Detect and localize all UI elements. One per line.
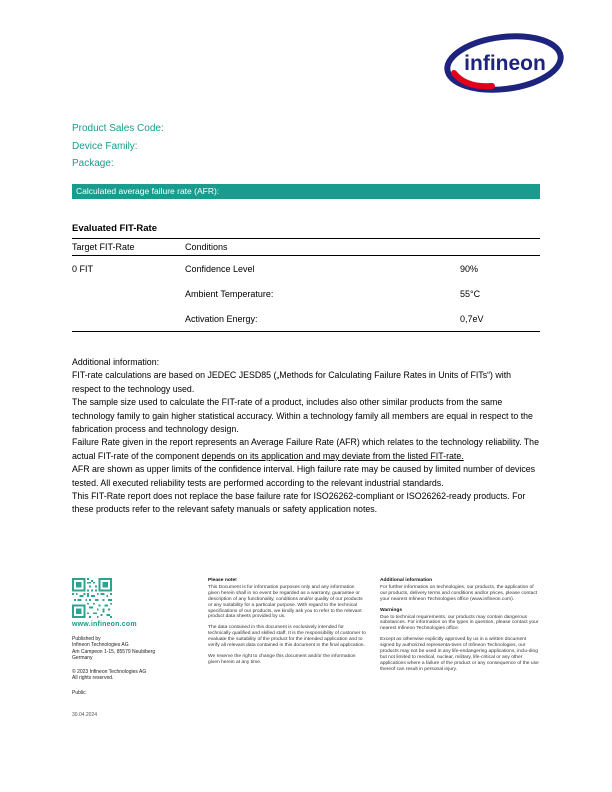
- afr-banner: Calculated average failure rate (AFR):: [72, 184, 540, 199]
- condition-value: 55°C: [460, 288, 481, 299]
- infineon-logo-icon: [440, 26, 568, 100]
- please-note-title: Please note!: [208, 578, 237, 583]
- device-family-label: Device Family:: [72, 140, 138, 152]
- classification-label: Public: [72, 690, 86, 697]
- publisher-country: Germany: [72, 654, 93, 661]
- info-paragraph-3: Failure Rate given in the report represents an Average Failure Rate (AFR) which relates to the technology reliability. The actual FIT-rate of the component depends on its application and may deviate from the listed FIT-rate.: [72, 437, 539, 461]
- please-note-paragraph: The data contained in this document is exclusively intended for technically qualified and skilled staff. It is the responsibility of customer to evaluate the suitability of the product for the intended application and to verify all relevant data contained in this document in the final application.: [208, 625, 366, 649]
- package-label: Package:: [72, 158, 114, 169]
- fit-rate-table: [72, 238, 540, 332]
- please-note-paragraph: We reserve the right to change this document and/or the information given herein at any time.: [208, 653, 356, 665]
- table-row: [72, 306, 540, 331]
- additional-info-paragraph: For further information on technologies, our products, the application of our products, delivery terms and conditions and/or prices, please contact your nearest Infineon Technologies office (www.infineon.com).: [380, 584, 538, 602]
- rights-reserved: All rights reserved.: [72, 675, 114, 682]
- product-labels: [72, 120, 164, 173]
- warnings-title: Warnings: [380, 607, 403, 613]
- fit-table-header: [72, 238, 540, 256]
- info-paragraph-2: The sample size used to calculate the FIT-rate of a product, includes also other similar products from the same technology family to gain higher statistical accuracy. Within a technology family all members are equal in respect to the fabrication process and technology design.: [72, 397, 533, 435]
- condition-label: Ambient Temperature:: [185, 288, 274, 299]
- condition-label: Confidence Level: [185, 263, 255, 274]
- info-paragraph-1: FIT-rate calculations are based on JEDEC JESD85 („Methods for Calculating Failure Rates in Units of FITs“) with respect to the technology used.: [72, 370, 512, 394]
- document-date: 30.04.2024: [72, 712, 98, 718]
- col-header-target: Target FIT-Rate: [72, 242, 135, 252]
- publisher-address: Am Campeon 1-15, 85579 Neubiberg: [72, 648, 156, 655]
- condition-value: 0,7eV: [460, 313, 484, 324]
- logo-wordmark: infineon: [464, 52, 546, 75]
- footer-please-note-block: [208, 578, 366, 671]
- please-note-paragraph: This Document is for information purposes only and any information given herein shall in no event be regarded as a warranty, guarantee or description of any functionality, conditions and/or quality of our products or any suitability for a particular purpose. With regard to the technical specifications of our products, we kindly ask you to refer to the relevant product data sheets provided by us.: [208, 584, 363, 620]
- warnings-paragraph: Due to technical requirements, our products may contain dangerous substances. For information on the types in question, please contact your nearest Infineon Technologies office.: [380, 614, 539, 632]
- condition-label: Activation Energy:: [185, 313, 258, 324]
- copyright-notice: © 2023 Infineon Technologies AG: [72, 669, 147, 676]
- footer-warnings-block: [380, 578, 542, 678]
- info-title: Additional information:: [72, 357, 160, 367]
- qr-code-icon: [72, 578, 112, 618]
- target-fit-value: 0 FIT: [72, 263, 94, 274]
- additional-info-title: Additional information: [380, 578, 433, 583]
- info-paragraph-5: This FIT-Rate report does not replace the base failure rate for ISO26262-compliant or ISO26262-ready products. For these products refer to the relevant safety manuals or safety application notes.: [72, 491, 526, 515]
- condition-value: 90%: [460, 263, 479, 274]
- product-sales-code-label: Product Sales Code:: [72, 123, 164, 134]
- published-by-label: Published by: [72, 636, 101, 643]
- additional-information-section: [72, 356, 542, 517]
- footer-publisher-block: [72, 578, 202, 697]
- underlined-phrase: depends on its application and may deviate from the listed FIT-rate.: [201, 450, 464, 461]
- warnings-paragraph: Except as otherwise explicitly approved by us in a written document signed by authorized representa-tives of Infineon Technologies, our products may not be used in any life-endangering applications, inclu-ding but not limited to medical, nuclear, military, life-critical or any other applications where a failure of the product or any consequence of the use thereof can result in personal injury.: [380, 637, 539, 672]
- col-header-conditions: Conditions: [185, 242, 228, 252]
- table-row: [72, 256, 540, 281]
- table-row: [72, 281, 540, 306]
- website-link[interactable]: www.infineon.com: [72, 621, 137, 628]
- publisher-company: Infineon Technologies AG: [72, 642, 129, 649]
- fit-section-title: Evaluated FIT-Rate: [72, 223, 157, 234]
- info-paragraph-4: AFR are shown as upper limits of the confidence interval. High failure rate may be caused by limited number of devices tested. All executed reliability tests are performed according to the relevant industrial standards.: [72, 464, 536, 488]
